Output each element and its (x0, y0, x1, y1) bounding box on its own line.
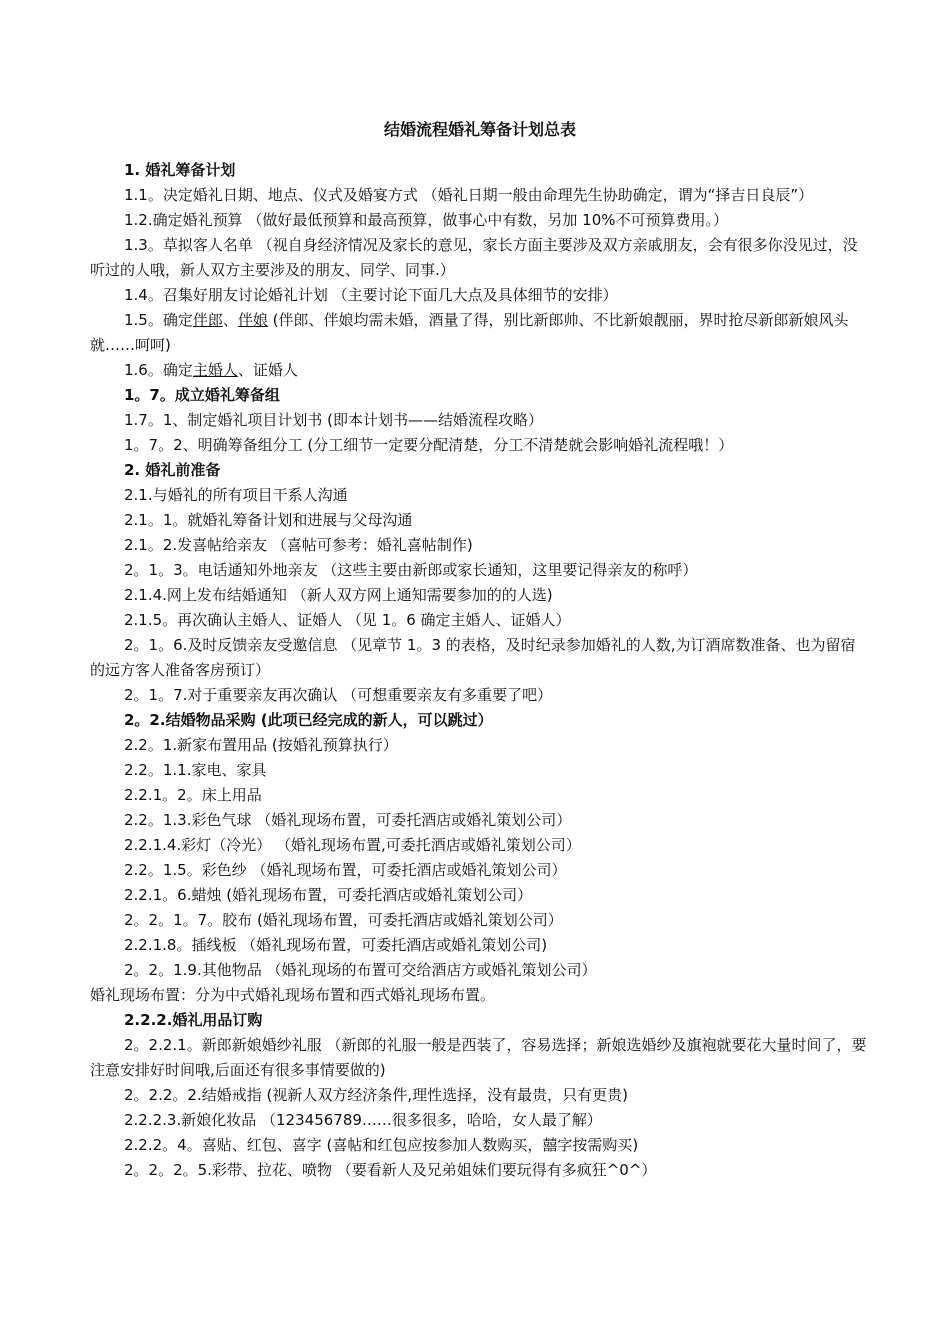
underlined-term: 伴郎 (192, 311, 223, 329)
body-line (90, 758, 870, 783)
body-line (90, 633, 870, 683)
text-segment: 1。7。成立婚礼筹备组 (124, 386, 280, 404)
text-segment: 2.2.1.8。插线板 （婚礼现场布置，可委托酒店或婚礼策划公司) (124, 936, 548, 954)
underlined-term: 伴娘 (237, 311, 268, 329)
text-segment: 2。2。1。7。胶布 (婚礼现场布置，可委托酒店或婚礼策划公司） (124, 911, 563, 929)
text-segment: 1.6。确定 (124, 361, 193, 379)
text-segment: 1.5。确定 (124, 311, 193, 329)
section-heading (90, 383, 870, 408)
body-line (90, 583, 870, 608)
body-line (90, 608, 870, 633)
text-segment: 1.7。1、制定婚礼项目计划书 (即本计划书——结婚流程攻略） (124, 411, 544, 429)
text-segment: 2。2。2。5.彩带、拉花、喷物 （要看新人及兄弟姐妹们要玩得有多疯狂^0^） (124, 1161, 657, 1179)
section-heading (90, 708, 870, 733)
text-segment: 2.2。1.5。彩色纱 （婚礼现场布置，可委托酒店或婚礼策划公司） (124, 861, 567, 879)
body-line (90, 683, 870, 708)
body-line (90, 858, 870, 883)
text-segment: 2。1。7.对于重要亲友再次确认 （可想重要亲友有多重要了吧） (124, 686, 553, 704)
body-line (90, 1083, 870, 1108)
text-segment: 2.2.1.4.彩灯（冷光） （婚礼现场布置,可委托酒店或婚礼策划公司） (124, 836, 581, 854)
section-heading (90, 458, 870, 483)
text-segment: 1.3。草拟客人名单 （视自身经济情况及家长的意见，家长方面主要涉及双方亲戚朋友，会有很多你没见过，没听过的人哦，新人双方主要涉及的朋友、同学、同事.） (90, 236, 858, 279)
body-line (90, 283, 870, 308)
text-segment: 2.1.与婚礼的所有项目干系人沟通 (124, 486, 348, 504)
text-segment: 1. 婚礼筹备计划 (124, 161, 236, 179)
body-line (90, 1133, 870, 1158)
body-line (90, 958, 870, 983)
body-line (90, 783, 870, 808)
body-line (90, 433, 870, 458)
text-segment: 2。1。3。电话通知外地亲友 （这些主要由新郎或家长通知，这里要记得亲友的称呼） (124, 561, 698, 579)
body-line (90, 533, 870, 558)
document-page (90, 112, 870, 1183)
document-title: 结婚流程婚礼筹备计划总表 (383, 120, 576, 139)
text-segment: 1.4。召集好朋友讨论婚礼计划 （主要讨论下面几大点及具体细节的安排） (124, 286, 618, 304)
text-segment: (伴郎、伴娘均需未婚，酒量了得，别比新郎帅、不比新娘靓丽，界时抢尽新郎新娘风头就……呵呵) (90, 311, 849, 354)
section-heading (90, 1008, 870, 1033)
body-line (90, 1033, 870, 1083)
body-line (90, 508, 870, 533)
text-segment: 2.2。1.新家布置用品 (按婚礼预算执行） (124, 736, 398, 754)
body-line (90, 1108, 870, 1133)
text-segment: 2。2.结婚物品采购 (此项已经完成的新人，可以跳过） (124, 711, 493, 729)
text-segment: 、 (222, 311, 238, 329)
body-line (90, 183, 870, 208)
text-segment: 2.2.2。4。喜贴、红包、喜字 (喜帖和红包应按参加人数购买，囍字按需购买) (124, 1136, 639, 1154)
text-segment: 2.1.4.网上发布结婚通知 （新人双方网上通知需要参加的的人选) (124, 586, 553, 604)
document-body (90, 158, 870, 1183)
body-line (90, 358, 870, 383)
body-line (90, 983, 870, 1008)
body-line (90, 733, 870, 758)
body-line (90, 233, 870, 283)
body-line (90, 908, 870, 933)
body-line (90, 308, 870, 358)
text-segment: 2.1。2.发喜帖给亲友 （喜帖可参考：婚礼喜帖制作) (124, 536, 473, 554)
body-line (90, 558, 870, 583)
text-segment: 2。2。1.9.其他物品 （婚礼现场的布置可交给酒店方或婚礼策划公司） (124, 961, 597, 979)
body-line (90, 483, 870, 508)
body-line (90, 408, 870, 433)
text-segment: 1.1。决定婚礼日期、地点、仪式及婚宴方式 （婚礼日期一般由命理先生协助确定，谓为“择吉日良辰”） (124, 186, 814, 204)
text-segment: 2.2.1。2。床上用品 (124, 786, 262, 804)
text-segment: 1。7。2、明确筹备组分工 (分工细节一定要分配清楚，分工不清楚就会影响婚礼流程哦！） (124, 436, 734, 454)
text-segment: 2。2.2.1。新郎新娘婚纱礼服 （新郎的礼服一般是西装了，容易选择；新娘选婚纱及旗袍就要花大量时间了，要注意安排好时间哦,后面还有很多事情要做的) (90, 1036, 867, 1079)
section-heading (90, 158, 870, 183)
text-segment: 2.2。1.1.家电、家具 (124, 761, 267, 779)
body-line (90, 883, 870, 908)
text-segment: 2.1.5。再次确认主婚人、证婚人 （见 1。6 确定主婚人、证婚人） (124, 611, 571, 629)
text-segment: 1.2.确定婚礼预算 （做好最低预算和最高预算，做事心中有数，另加 10%不可预算费用。） (124, 211, 729, 229)
body-line (90, 1158, 870, 1183)
text-segment: 2.2.2.婚礼用品订购 (124, 1011, 263, 1029)
body-line (90, 833, 870, 858)
text-segment: 婚礼现场布置：分为中式婚礼现场布置和西式婚礼现场布置。 (90, 986, 496, 1004)
text-segment: 2。1。6.及时反馈亲友受邀信息 （见章节 1。3 的表格，及时纪录参加婚礼的人数,为订酒席数准备、也为留宿的远方客人准备客房预订） (90, 636, 856, 679)
text-segment: 2.2.1。6.蜡烛 (婚礼现场布置，可委托酒店或婚礼策划公司） (124, 886, 533, 904)
text-segment: 2。2.2。2.结婚戒指 (视新人双方经济条件,理性选择，没有最贵，只有更贵) (124, 1086, 628, 1104)
underlined-term: 主婚人 (192, 361, 238, 379)
body-line (90, 208, 870, 233)
text-segment: 2.2。1.3.彩色气球 （婚礼现场布置，可委托酒店或婚礼策划公司） (124, 811, 572, 829)
body-line (90, 808, 870, 833)
text-segment: 、证婚人 (237, 361, 298, 379)
text-segment: 2.1。1。就婚礼筹备计划和进展与父母沟通 (124, 511, 413, 529)
text-segment: 2. 婚礼前准备 (124, 461, 221, 479)
body-line (90, 933, 870, 958)
text-segment: 2.2.2.3.新娘化妆品 （123456789……很多很多，哈哈，女人最了解） (124, 1111, 602, 1129)
